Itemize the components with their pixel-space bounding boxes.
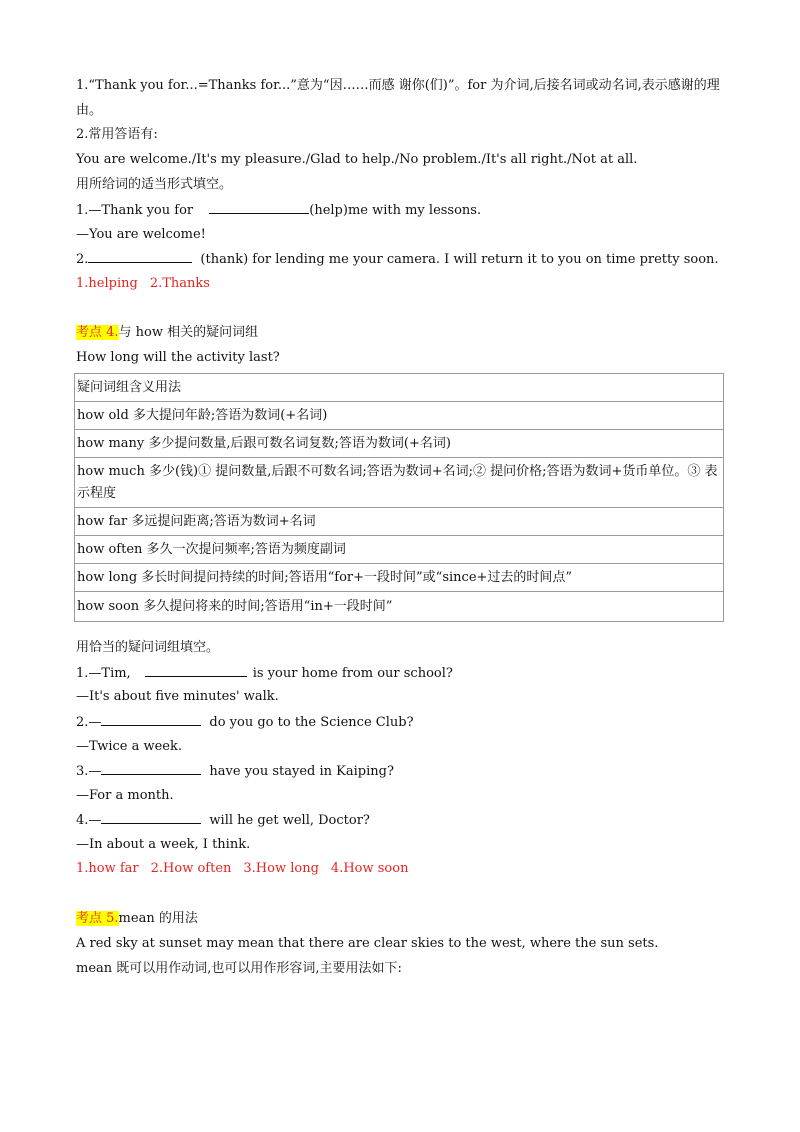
table-cell: how many 多少提问数量,后跟可数名词复数;答语为数词(+名词) bbox=[75, 430, 724, 458]
table-row bbox=[75, 402, 724, 430]
table-cell: how old 多大提问年龄;答语为数词(+名词) bbox=[75, 402, 724, 430]
exercise-question-1 bbox=[76, 664, 453, 683]
table-row bbox=[75, 458, 724, 508]
answer-item: 4.How soon bbox=[330, 861, 409, 876]
exercise-question-2 bbox=[76, 250, 719, 269]
question-text: is your home from our school? bbox=[252, 666, 453, 681]
question-text: 2.— bbox=[76, 715, 102, 730]
usage-note: mean 既可以用作动词,也可以用作形容词,主要用法如下: bbox=[76, 961, 402, 976]
table-cell: how much 多少(钱)① 提问数量,后跟不可数名词;答语为数词+名词;② 提问价格;答语为数词+货币单位。③ 表示程度 bbox=[75, 458, 724, 508]
exercise-reply-1: —You are welcome! bbox=[76, 227, 206, 242]
answer-key bbox=[76, 860, 408, 878]
table-cell: how often 多久一次提问频率;答语为频度副词 bbox=[75, 536, 724, 564]
table-row bbox=[75, 508, 724, 536]
table-row bbox=[75, 592, 724, 622]
table-row bbox=[75, 374, 724, 402]
section-heading-point4 bbox=[76, 324, 258, 342]
table-cell: how far 多远提问距离;答语为数词+名词 bbox=[75, 508, 724, 536]
question-text: (help)me with my lessons. bbox=[309, 203, 482, 218]
exercise-question-2 bbox=[76, 713, 414, 732]
question-text: 3.— bbox=[76, 764, 102, 779]
example-sentence: How long will the activity last? bbox=[76, 350, 280, 365]
exercise-reply-4: —In about a week, I think. bbox=[76, 837, 251, 852]
point-tag: 考点 5. bbox=[76, 911, 119, 926]
point-tag: 考点 4. bbox=[76, 325, 119, 340]
table-cell: how soon 多久提问将来的时间;答语用“in+一段时间” bbox=[75, 592, 724, 622]
exercise-question-3 bbox=[76, 762, 394, 781]
section-heading-point5 bbox=[76, 910, 198, 928]
section-title: mean 的用法 bbox=[118, 911, 198, 926]
answer-item: 1.how far bbox=[76, 861, 139, 876]
question-text: 4.— bbox=[76, 813, 102, 828]
exercise-reply-2: —Twice a week. bbox=[76, 739, 183, 754]
answer-blank bbox=[101, 811, 201, 824]
question-text: (thank) for lending me your camera. I will return it to you on time pretty soon. bbox=[200, 252, 719, 267]
example-sentence: A red sky at sunset may mean that there are clear skies to the west, where the sun sets. bbox=[76, 936, 659, 951]
answer-item: 3.How long bbox=[243, 861, 319, 876]
replies-list: You are welcome./It's my pleasure./Glad to help./No problem./It's all right./Not at all. bbox=[76, 152, 638, 167]
exercise-question-1 bbox=[76, 201, 481, 220]
exercise-instruction: 用所给词的适当形式填空。 bbox=[76, 177, 233, 192]
table-row bbox=[75, 564, 724, 592]
answer-item: 2.How often bbox=[150, 861, 232, 876]
answer-item: 1.helping bbox=[76, 276, 138, 291]
table-row bbox=[75, 430, 724, 458]
answer-item: 2.Thanks bbox=[149, 276, 210, 291]
question-text: have you stayed in Kaiping? bbox=[209, 764, 394, 779]
exercise-instruction-2: 用恰当的疑问词组填空。 bbox=[76, 640, 220, 655]
answer-blank bbox=[145, 664, 247, 677]
answer-blank bbox=[101, 762, 201, 775]
table-cell: 疑问词组含义用法 bbox=[75, 374, 724, 402]
answer-key bbox=[76, 275, 210, 293]
answer-blank bbox=[209, 201, 309, 214]
section-title: 与 how 相关的疑问词组 bbox=[118, 325, 259, 340]
exercise-reply-1: —It's about five minutes' walk. bbox=[76, 689, 279, 704]
question-text: 2. bbox=[76, 252, 89, 267]
question-text: do you go to the Science Club? bbox=[209, 715, 414, 730]
table-cell: how long 多长时间提问持续的时间;答语用“for+一段时间”或“since+过去的时间点” bbox=[75, 564, 724, 592]
how-phrases-table bbox=[74, 373, 724, 622]
question-text: 1.—Tim, bbox=[76, 666, 131, 681]
note-2: 2.常用答语有: bbox=[76, 127, 158, 142]
question-text: will he get well, Doctor? bbox=[209, 813, 370, 828]
answer-blank bbox=[88, 250, 192, 263]
question-text: 1.—Thank you for bbox=[76, 203, 194, 218]
exercise-question-4 bbox=[76, 811, 370, 830]
answer-blank bbox=[101, 713, 201, 726]
exercise-reply-3: —For a month. bbox=[76, 788, 174, 803]
note-1: 1.“Thank you for...=Thanks for...”意为“因……而感 谢你(们)”。for 为介词,后接名词或动名词,表示感谢的理由。 bbox=[76, 78, 720, 118]
table-row bbox=[75, 536, 724, 564]
